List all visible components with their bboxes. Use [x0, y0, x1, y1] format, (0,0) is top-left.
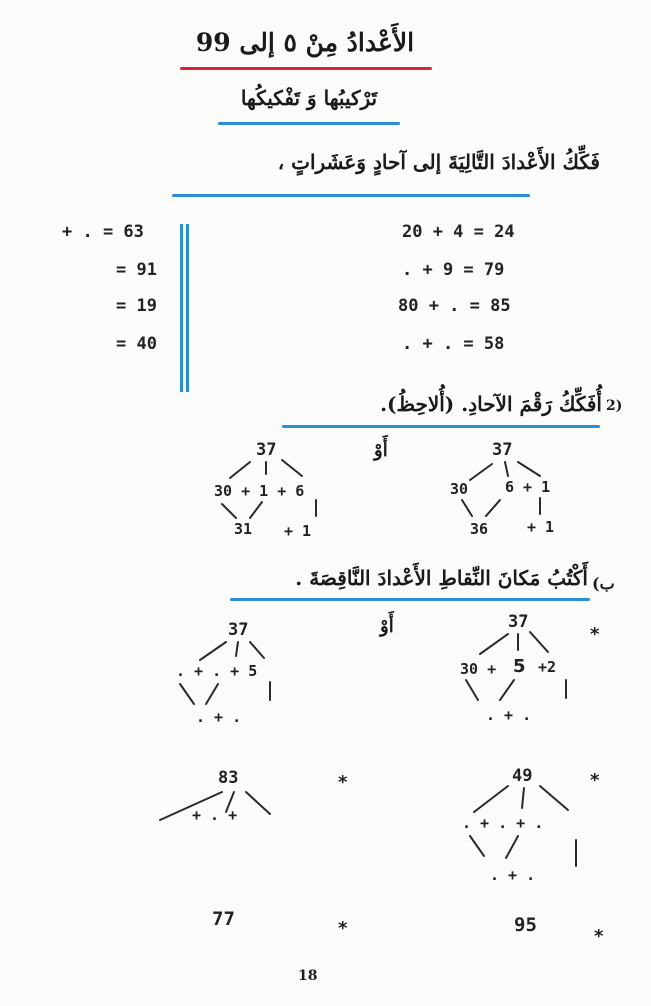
star-marker-5: * — [594, 926, 604, 947]
section2-instruction: أُفَكِّكُ رَقْمَ الآحادِ. (أُلاحِظُ). — [380, 392, 602, 416]
tree3l-stroke-5 — [206, 684, 218, 704]
tree2l-top: 37 — [256, 440, 277, 460]
section3-number: ب) — [592, 574, 615, 593]
decompose-row-4: . + . = 58 — [402, 334, 505, 354]
bottom-number-77: 77 — [212, 908, 235, 930]
tree49-stroke-3 — [540, 786, 568, 810]
tree2r-stroke-3 — [518, 462, 540, 476]
section3-instruction: أَكْتُبُ مَكانَ النِّقاطِ الأَعْدادَ النَّاقِصَةَ . — [295, 566, 588, 590]
section3-underline — [230, 598, 590, 601]
tree2l-stroke-1 — [230, 462, 250, 478]
tree83-bottom: + . + — [192, 806, 238, 824]
star-marker-3: * — [590, 770, 600, 791]
tree2r-top: 37 — [492, 440, 513, 460]
decompose-left-row-1: + . = 63 — [62, 222, 144, 242]
section3-or-label: أَوْ — [380, 616, 394, 637]
tree49-top: 49 — [512, 766, 533, 786]
tree2l-stroke-4 — [222, 504, 236, 518]
tree3l-stroke-1 — [200, 642, 226, 660]
tree3r-bottom: . + . — [486, 706, 532, 724]
page-subtitle: تَرْكيبُها وَ تَفْكيكُها — [240, 86, 378, 110]
tree3r-mid-center: 5 — [513, 656, 526, 677]
tree2r-mid-left: 30 — [450, 480, 469, 498]
tree3r-mid-right: +2 — [538, 658, 557, 676]
tree49-stroke-5 — [506, 836, 518, 858]
tree2l-stroke-3 — [282, 460, 302, 476]
page-title: الأَعْدادُ مِنْ ٥ إلى 99 — [195, 28, 415, 57]
decompose-row-1: 20 + 4 = 24 — [402, 222, 515, 242]
star-marker-1: * — [590, 624, 600, 645]
tree2r-stroke-5 — [462, 500, 472, 516]
section1-underline — [172, 194, 530, 197]
title-underline — [180, 67, 432, 70]
bottom-number-95: 95 — [514, 914, 537, 936]
star-marker-2: * — [338, 772, 348, 793]
tree83-top: 83 — [218, 768, 239, 788]
tree2r-stroke-2 — [505, 462, 508, 476]
section2-number: 2) — [606, 398, 623, 414]
tree3r-top: 37 — [508, 612, 529, 632]
tree2l-bottom-right: + 1 — [284, 522, 312, 540]
tree3l-bottom: . + . — [196, 708, 242, 726]
tree49-bottom: . + . — [490, 866, 536, 884]
star-marker-4: * — [338, 918, 348, 939]
tree3l-stroke-2 — [236, 642, 238, 656]
decompose-left-row-2: = 91 — [116, 260, 157, 280]
tree3r-mid-left: 30 + — [460, 660, 497, 678]
decompose-row-2: . + 9 = 79 — [402, 260, 505, 280]
tree49-stroke-1 — [474, 786, 508, 812]
tree2r-bottom-left: 36 — [470, 520, 489, 538]
tree49-stroke-4 — [470, 836, 484, 856]
tree2r-bottom-right: + 1 — [527, 518, 555, 536]
tree3r-stroke-5 — [500, 680, 514, 700]
tree2l-mid: 30 + 1 + 6 — [214, 482, 305, 500]
tree3r-stroke-4 — [466, 680, 478, 700]
decompose-row-3: 80 + . = 85 — [398, 296, 511, 316]
column-divider-bar-2 — [186, 224, 189, 392]
decompose-left-row-4: = 40 — [116, 334, 157, 354]
column-divider-bar-1 — [180, 224, 183, 392]
tree2l-stroke-5 — [250, 502, 262, 518]
subtitle-underline — [218, 122, 400, 125]
page-number: 18 — [298, 968, 318, 984]
tree3l-mid: . + . + 5 — [176, 662, 258, 680]
tree2r-stroke-4 — [486, 500, 500, 516]
decompose-left-row-3: = 19 — [116, 296, 157, 316]
tree3l-top: 37 — [228, 620, 249, 640]
tree3l-stroke-3 — [250, 642, 264, 658]
tree49-mid: . + . + . — [462, 814, 544, 832]
tree83-stroke-3 — [246, 792, 270, 814]
section1-instruction: فَكِّكُ الأَعْدادَ التَّالِيَةَ إلى آحادٍ وَعَشَراتٍ ، — [277, 150, 600, 174]
section2-or-label: أَوْ — [374, 440, 388, 461]
tree2r-stroke-1 — [470, 464, 492, 480]
tree2l-bottom-left: 31 — [234, 520, 253, 538]
tree49-stroke-2 — [522, 788, 524, 808]
tree3l-stroke-4 — [180, 684, 194, 704]
tree2r-mid-right: 6 + 1 — [505, 478, 551, 496]
tree3r-stroke-1 — [480, 634, 508, 654]
tree3r-stroke-3 — [530, 632, 548, 652]
section2-underline — [282, 425, 600, 428]
